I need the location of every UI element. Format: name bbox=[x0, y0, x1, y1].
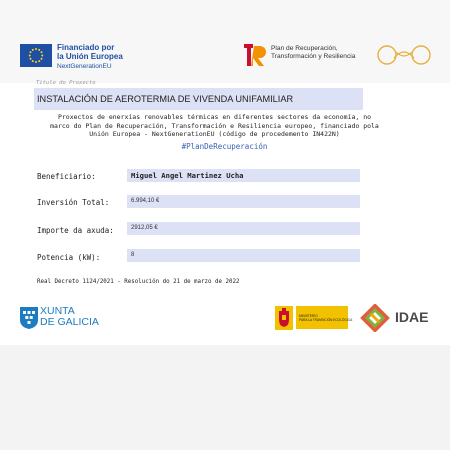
plus-ultra-seal-icon bbox=[376, 44, 432, 66]
xunta-emblem-icon bbox=[19, 305, 39, 329]
project-description bbox=[34, 113, 395, 139]
legal-reference: Real Decreto 1124/2021 - Resolución do 21 de marzo de 2022 bbox=[37, 279, 240, 285]
aid-label: Importe da axuda: bbox=[37, 226, 114, 235]
beneficiary-value: Miguel Angel Martinez Ucha bbox=[131, 171, 244, 180]
description-line: Unión Europea - NextGenerationEU (código de procedemento IN422N) bbox=[89, 130, 340, 138]
bottom-band bbox=[0, 345, 450, 450]
power-label: Potencia (kW): bbox=[37, 253, 101, 262]
ministry-line-1: MINISTERIO bbox=[299, 314, 318, 318]
eu-funding-text bbox=[57, 43, 177, 71]
investment-value: 6.994,10 € bbox=[131, 198, 160, 204]
investment-label: Inversión Total: bbox=[37, 198, 110, 207]
idae-logo-icon bbox=[357, 304, 393, 332]
prtr-logo-text bbox=[271, 45, 381, 61]
prtr-line-1: Plan de Recuperación, bbox=[271, 45, 338, 52]
idae-logo-text: IDAE bbox=[395, 309, 429, 325]
eu-line-1: Financiado por bbox=[57, 43, 115, 52]
aid-value: 2912,05 € bbox=[131, 225, 158, 231]
description-line: Proxectos de enerxías renovables térmicas en diferentes sectores da economía, no bbox=[57, 113, 372, 121]
project-title-label: Título do Proxecto bbox=[36, 80, 96, 86]
hashtag: #PlanDeRecuperación bbox=[181, 142, 268, 151]
project-title: INSTALACIÓN DE AEROTERMIA DE VIVENDA UNIFAMILIAR bbox=[37, 94, 294, 104]
aid-box bbox=[127, 222, 360, 235]
eu-flag-icon bbox=[20, 44, 52, 67]
prtr-logo-icon bbox=[242, 42, 268, 68]
beneficiary-label: Beneficiario: bbox=[37, 172, 96, 181]
ministry-line-2: PARA LA TRANSICIÓN ECOLÓGICA bbox=[299, 318, 353, 322]
power-box bbox=[127, 249, 360, 262]
description-line: marco do Plan de Recuperación, Transformación e Resiliencia europeo, financiado pola bbox=[50, 121, 379, 130]
investment-box bbox=[127, 195, 360, 208]
xunta-line-1: XUNTA bbox=[40, 305, 75, 317]
eu-line-3: NextGenerationEU bbox=[57, 63, 112, 70]
xunta-logo-text bbox=[40, 306, 99, 327]
xunta-line-2: DE GALICIA bbox=[40, 315, 99, 328]
prtr-line-2: Transformación y Resiliencia bbox=[271, 53, 356, 60]
spain-coat-of-arms-icon bbox=[275, 306, 293, 330]
eu-line-2: la Unión Europea bbox=[57, 52, 123, 61]
power-value: 8 bbox=[131, 252, 135, 258]
